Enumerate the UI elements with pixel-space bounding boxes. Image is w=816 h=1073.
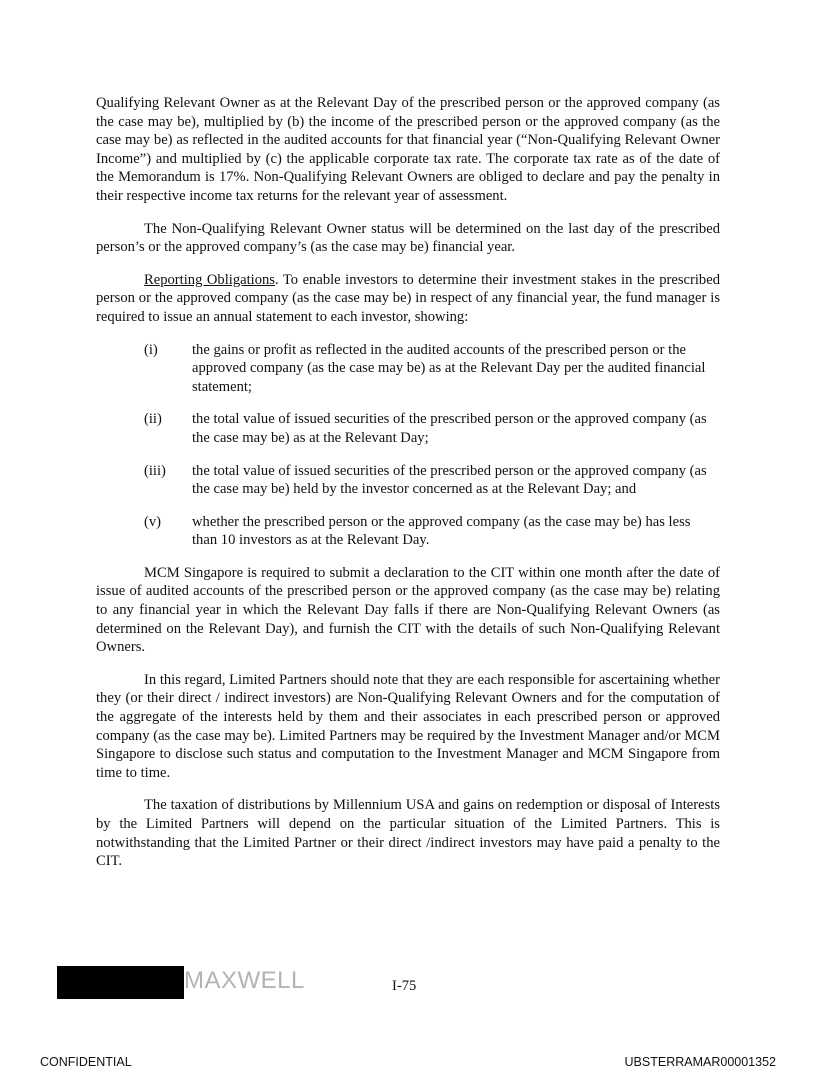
page-number: I-75 (392, 978, 417, 994)
list-item-number: (i) (144, 341, 158, 358)
redaction-box (57, 966, 184, 999)
paragraph-penalty: Qualifying Relevant Owner as at the Relevant Day of the prescribed person or the approved company (as the case may be), multiplied by (b) the income of the prescribed person or the approved company (as the case may be) as reflected in the audited accounts for that financial year (“Non-Qualifying Relevant Owner Income”) and multiplied by (c) the applicable corporate tax rate. The corporate tax rate as of the date of the Memorandum is 17%. Non-Qualifying Relevant Owners are obliged to declare and pay the penalty in their respective income tax returns for the relevant year of assessment. (96, 95, 720, 204)
paragraph-taxation: The taxation of distributions by Millennium USA and gains on redemption or disposal of Interests by the Limited Partners will depend on the particular situation of the Limited Partners. This is notwithstanding that the Limited Partner or their direct /indirect investors may have paid a penalty to the CIT. (96, 797, 720, 870)
list-item-number: (v) (144, 513, 162, 530)
list-item (96, 410, 720, 447)
bates-number: UBSTERRAMAR00001352 (624, 1055, 776, 1069)
reporting-heading: Reporting Obligations (144, 271, 275, 288)
list-item (96, 462, 720, 499)
reporting-body: . To enable investors to determine their investment stakes in the prescribed person or the approved company (as the case may be) in respect of any financial year, the fund manager is required to issue an annual statement to each investor, showing: (96, 271, 720, 325)
paragraph-declaration: MCM Singapore is required to submit a declaration to the CIT within one month after the date of issue of audited accounts of the prescribed person or the approved company (as the case may be) relating to any financial year in which the Relevant Day falls if there are Non-Qualifying Relevant Owners (as determined on the Relevant Day), and furnish the CIT with the details of such Non-Qualifying Relevant Owners. (96, 564, 720, 656)
maxwell-stamp: MAXWELL (184, 967, 305, 994)
paragraph-reporting (96, 271, 720, 327)
document-body (96, 94, 720, 885)
statement-list (96, 341, 720, 550)
list-item-number: (iii) (144, 462, 166, 479)
list-item-text: the total value of issued securities of the prescribed person or the approved company (as the case may be) as at the Relevant Day; (192, 411, 707, 446)
list-item (96, 341, 720, 397)
list-item (96, 513, 720, 550)
paragraph-responsibility: In this regard, Limited Partners should note that they are each responsible for ascertaining whether they (or their direct / indirect investors) are Non-Qualifying Relevant Owners and for the computation of the aggregate of the interests held by them and their associates in each prescribed person or approved company (as the case may be). Limited Partners may be required by the Investment Manager and/or MCM Singapore to disclose such status and computation to the Investment Manager and MCM Singapore from time to time. (96, 671, 720, 781)
paragraph-status: The Non-Qualifying Relevant Owner status will be determined on the last day of the prescribed person’s or the approved company’s (as the case may be) financial year. (96, 220, 720, 256)
list-item-text: the gains or profit as reflected in the audited accounts of the prescribed person or the approved company (as the case may be) as at the Relevant Day per the audited financial statement; (192, 341, 706, 395)
list-item-text: the total value of issued securities of the prescribed person or the approved company (as the case may be) held by the investor concerned as at the Relevant Day; and (192, 462, 707, 498)
list-item-number: (ii) (144, 411, 162, 428)
confidential-label: CONFIDENTIAL (40, 1055, 132, 1069)
list-item-text: whether the prescribed person or the approved company (as the case may be) has less than 10 investors as at the Relevant Day. (192, 513, 691, 549)
